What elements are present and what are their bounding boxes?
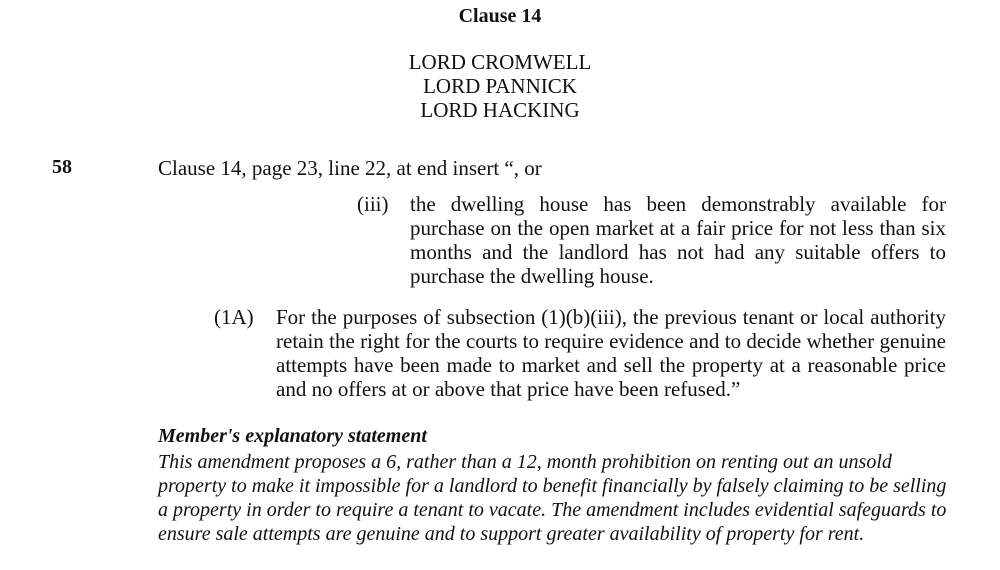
subsection-text-first: For the purposes of subsection (1)(b)(iii), the previous tenant or local <box>276 305 865 329</box>
subsection-text-rest: authority retain the right for the courts to require evidence and to decide whether genuine attempts have been made to market and sell the property at a reasonable price and no offers at or above that price have been refused.” <box>276 305 947 401</box>
subsection-text <box>276 305 946 401</box>
amendment-instruction: Clause 14, page 23, line 22, at end insert “, or <box>158 156 542 180</box>
explanatory-statement-heading: Member's explanatory statement <box>158 425 427 447</box>
explanatory-statement-body: This amendment proposes a 6, rather than a 12, month prohibition on renting out an unsold property to make it impossible for a landlord to benefit financially by falsely claiming to be selling a property in order to require a tenant to vacate. The amendment includes evidential safeguards to ensure sale attempts are genuine and to support greater availability of property for rent. <box>158 451 947 545</box>
sponsor-list <box>0 50 1000 122</box>
amendment-number: 58 <box>52 156 72 178</box>
subparagraph-text: the dwelling house has been demonstrably available for purchase on the open market at a fair price for not less than six months and the landlord has not had any suitable offers to purchase the dwelling house. <box>410 192 946 288</box>
subparagraph-label: (iii) <box>357 192 389 216</box>
subsection-label: (1A) <box>214 305 254 329</box>
sponsor-name: LORD HACKING <box>420 98 580 122</box>
sponsor-name: LORD CROMWELL <box>408 50 592 74</box>
clause-title: Clause 14 <box>458 5 542 27</box>
sponsor-name: LORD PANNICK <box>423 74 577 98</box>
